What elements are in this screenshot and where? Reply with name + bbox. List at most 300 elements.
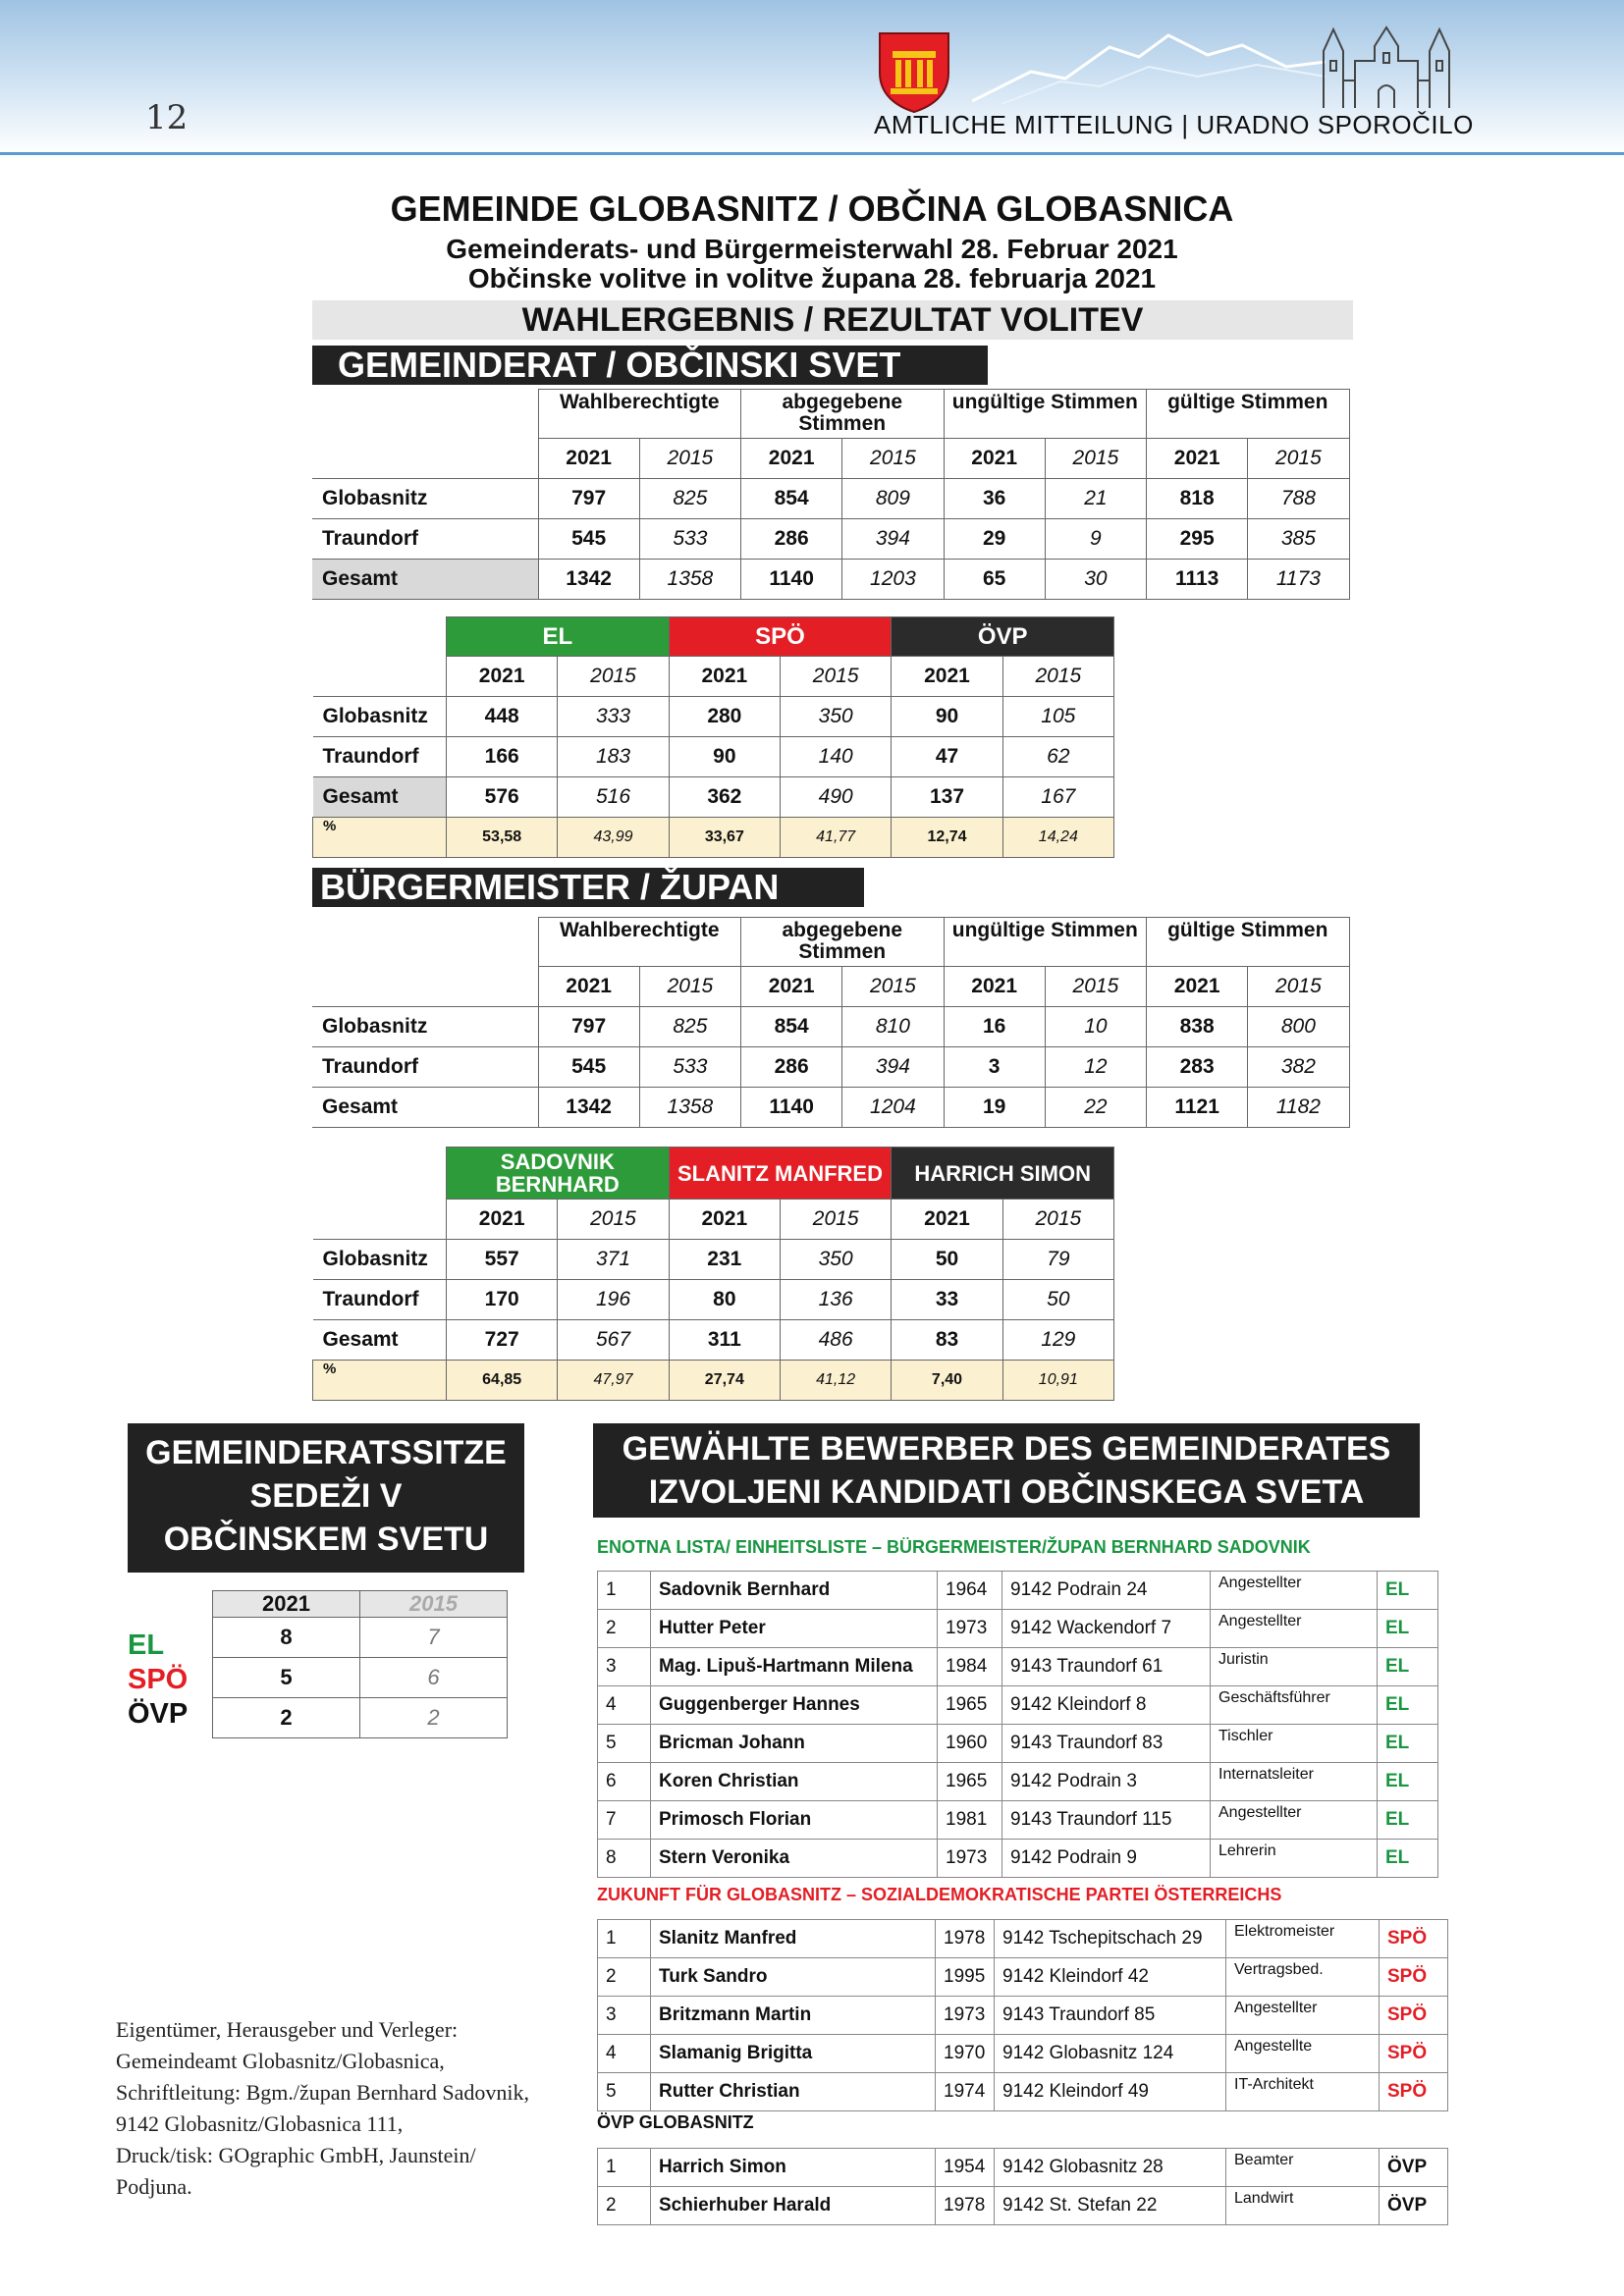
table-cell: 41,77 <box>781 818 892 858</box>
table-cell: 1973 <box>938 1840 1002 1878</box>
corner-cell <box>313 1148 447 1200</box>
table-cell: 80 <box>669 1280 780 1320</box>
imprint-line: Eigentümer, Herausgeber und Verleger: <box>116 2017 459 2042</box>
table-cell: 167 <box>1002 777 1113 818</box>
table-cell: Stern Veronika <box>651 1840 938 1878</box>
table-cell: 10,91 <box>1002 1361 1113 1401</box>
table-cell: 9142 Podrain 24 <box>1002 1572 1211 1610</box>
table-cell: 490 <box>781 777 892 818</box>
table-cell: 533 <box>639 519 740 560</box>
gemeinderat-party-table <box>312 616 1114 858</box>
table-cell: 1970 <box>936 2035 995 2073</box>
year-header: 2015 <box>781 657 892 697</box>
table-cell: 333 <box>558 697 669 737</box>
table-cell: Turk Sandro <box>651 1958 936 1997</box>
party-header-el: EL <box>447 617 670 657</box>
table-cell: 1995 <box>936 1958 995 1997</box>
table-cell: Harrich Simon <box>651 2149 936 2187</box>
table-cell: 448 <box>447 697 558 737</box>
publication-title: AMTLICHE MITTEILUNG | URADNO SPOROČILO <box>874 110 1474 139</box>
table-cell: 1182 <box>1248 1088 1349 1128</box>
table-cell: 2 <box>213 1698 360 1738</box>
table-cell: 283 <box>1147 1047 1248 1088</box>
col-group-header: Wahlberechtigte <box>538 918 741 967</box>
table-cell: SPÖ <box>1380 1920 1448 1958</box>
table-cell: 1358 <box>639 1088 740 1128</box>
table-cell: 4 <box>598 1686 651 1725</box>
castle-illustration <box>1316 22 1463 110</box>
page-title: GEMEINDE GLOBASNITZ / OBČINA GLOBASNICA <box>390 188 1234 229</box>
seats-party-label: EL <box>128 1629 165 1661</box>
table-cell: 9 <box>1045 519 1146 560</box>
table-cell: Lehrerin <box>1211 1840 1378 1878</box>
table-cell: EL <box>1378 1686 1438 1725</box>
table-cell: 183 <box>558 737 669 777</box>
seats-heading-line: GEMEINDERATSSITZE <box>145 1434 507 1471</box>
table-cell: 9142 St. Stefan 22 <box>995 2187 1226 2225</box>
table-cell: 9142 Wackendorf 7 <box>1002 1610 1211 1648</box>
table-cell: Angestellter <box>1211 1572 1378 1610</box>
table-cell: 371 <box>558 1240 669 1280</box>
table-row <box>598 1610 1438 1648</box>
list-title-ovp: ÖVP GLOBASNITZ <box>597 2112 754 2132</box>
table-cell: Vertragsbed. <box>1226 1958 1380 1997</box>
col-group-header: gültige Stimmen <box>1147 390 1350 439</box>
list-title-el: ENOTNA LISTA/ EINHEITSLISTE – BÜRGERMEISTER/ŽUPAN BERNHARD SADOVNIK <box>597 1537 1311 1557</box>
table-cell: 1 <box>598 1572 651 1610</box>
year-header: 2015 <box>842 439 944 479</box>
table-cell: 90 <box>669 737 780 777</box>
row-label: Globasnitz <box>313 697 447 737</box>
table-cell: 14,24 <box>1002 818 1113 858</box>
table-cell: 53,58 <box>447 818 558 858</box>
table-cell: 394 <box>842 1047 944 1088</box>
table-cell: 1358 <box>639 560 740 600</box>
year-header: 2021 <box>944 967 1045 1007</box>
table-cell: 7,40 <box>892 1361 1002 1401</box>
table-cell: 818 <box>1147 479 1248 519</box>
row-label: % <box>313 818 447 858</box>
row-label: % <box>313 1361 447 1401</box>
table-cell: 1121 <box>1147 1088 1248 1128</box>
year-header: 2021 <box>892 657 1002 697</box>
table-cell: 64,85 <box>447 1361 558 1401</box>
table-cell: Angestellte <box>1226 2035 1380 2073</box>
table-cell: 9142 Tschepitschach 29 <box>995 1920 1226 1958</box>
table-cell: 16 <box>944 1007 1045 1047</box>
table-cell: SPÖ <box>1380 1958 1448 1997</box>
table-cell: 1978 <box>936 2187 995 2225</box>
elected-heading-line: GEWÄHLTE BEWERBER DES GEMEINDERATES <box>622 1430 1391 1468</box>
table-cell: 27,74 <box>669 1361 780 1401</box>
elected-table-el <box>597 1571 1438 1878</box>
candidate-header-harrich: HARRICH SIMON <box>892 1148 1114 1200</box>
table-cell: 12 <box>1045 1047 1146 1088</box>
table-cell: Angestellter <box>1211 1801 1378 1840</box>
table-cell: 797 <box>538 1007 639 1047</box>
corner-cell <box>313 657 447 697</box>
table-cell: 137 <box>892 777 1002 818</box>
subtitle-sl: Občinske volitve in volitve župana 28. februarja 2021 <box>467 263 1157 294</box>
table-cell: 136 <box>780 1280 891 1320</box>
table-cell: 22 <box>1045 1088 1146 1128</box>
header-divider <box>0 152 1624 155</box>
imprint-line: Podjuna. <box>116 2174 192 2199</box>
table-cell: 1342 <box>538 1088 639 1128</box>
table-cell: 1981 <box>938 1801 1002 1840</box>
row-label: Gesamt <box>312 560 538 600</box>
table-cell: Landwirt <box>1226 2187 1380 2225</box>
year-header: 2015 <box>780 1200 891 1240</box>
corner-cell <box>312 390 538 439</box>
table-cell: 196 <box>558 1280 669 1320</box>
table-cell: 1974 <box>936 2073 995 2111</box>
table-cell: Juristin <box>1211 1648 1378 1686</box>
table-cell: 12,74 <box>892 818 1002 858</box>
table-cell: 311 <box>669 1320 780 1361</box>
table-cell: 2 <box>598 1958 651 1997</box>
table-cell: 50 <box>892 1240 1002 1280</box>
imprint <box>116 2014 577 2203</box>
year-header: 2021 <box>538 439 639 479</box>
elected-heading <box>593 1423 1420 1518</box>
year-header: 2015 <box>1002 1200 1113 1240</box>
table-cell: 533 <box>639 1047 740 1088</box>
table-row <box>598 1840 1438 1878</box>
table-cell: 4 <box>598 2035 651 2073</box>
table-cell: 286 <box>741 519 842 560</box>
table-row <box>313 777 1114 818</box>
table-cell: 1960 <box>938 1725 1002 1763</box>
table-cell: 1965 <box>938 1763 1002 1801</box>
list-title-spo: ZUKUNFT FÜR GLOBASNITZ – SOZIALDEMOKRATISCHE PARTEI ÖSTERREICHS <box>597 1885 1282 1904</box>
table-cell: 6 <box>360 1658 508 1698</box>
table-cell: 129 <box>1002 1320 1113 1361</box>
mountain-illustration <box>972 18 1326 106</box>
table-cell: EL <box>1378 1610 1438 1648</box>
table-row <box>598 1997 1448 2035</box>
candidate-header-slanitz: SLANITZ MANFRED <box>669 1148 892 1200</box>
table-cell: 9142 Kleindorf 8 <box>1002 1686 1211 1725</box>
year-header: 2021 <box>669 657 780 697</box>
table-row <box>313 1320 1114 1361</box>
table-cell: 9142 Podrain 9 <box>1002 1840 1211 1878</box>
table-cell: 1 <box>598 2149 651 2187</box>
candidate-header-sadovnik: SADOVNIK BERNHARD <box>447 1148 670 1200</box>
table-cell: 362 <box>669 777 780 818</box>
table-cell: Elektromeister <box>1226 1920 1380 1958</box>
table-cell: 1973 <box>938 1610 1002 1648</box>
table-cell: 350 <box>781 697 892 737</box>
table-cell: 21 <box>1045 479 1146 519</box>
table-cell: 36 <box>944 479 1045 519</box>
table-cell: Beamter <box>1226 2149 1380 2187</box>
table-cell: 394 <box>842 519 944 560</box>
table-row <box>598 1725 1438 1763</box>
seats-heading-line: OBČINSKEM SVETU <box>163 1521 489 1558</box>
seats-heading-line: SEDEŽI V <box>249 1477 403 1515</box>
table-cell: 557 <box>447 1240 558 1280</box>
table-row <box>598 2073 1448 2111</box>
year-header: 2021 <box>1147 439 1248 479</box>
row-label: Traundorf <box>313 1280 447 1320</box>
table-cell: 1984 <box>938 1648 1002 1686</box>
table-cell: 7 <box>598 1801 651 1840</box>
row-label: Traundorf <box>312 519 538 560</box>
table-cell: 9142 Kleindorf 49 <box>995 2073 1226 2111</box>
table-cell: 33 <box>892 1280 1002 1320</box>
table-cell: 1964 <box>938 1572 1002 1610</box>
table-cell: 1978 <box>936 1920 995 1958</box>
table-cell: 2 <box>360 1698 508 1738</box>
table-cell: 19 <box>944 1088 1045 1128</box>
row-label: Gesamt <box>313 1320 447 1361</box>
year-header: 2021 <box>1147 967 1248 1007</box>
table-cell: 1204 <box>842 1088 944 1128</box>
table-cell: Primosch Florian <box>651 1801 938 1840</box>
table-cell: 140 <box>781 737 892 777</box>
table-cell: Guggenberger Hannes <box>651 1686 938 1725</box>
table-row <box>598 2035 1448 2073</box>
party-header-ovp: ÖVP <box>892 617 1114 657</box>
table-cell: 9143 Traundorf 83 <box>1002 1725 1211 1763</box>
year-header: 2015 <box>1045 967 1146 1007</box>
table-cell: Slamanig Brigitta <box>651 2035 936 2073</box>
imprint-line: Schriftleitung: Bgm./župan Bernhard Sadovnik, <box>116 2080 529 2105</box>
table-cell: 1140 <box>741 560 842 600</box>
year-header: 2021 <box>213 1591 360 1618</box>
table-cell: 576 <box>447 777 558 818</box>
year-header: 2021 <box>538 967 639 1007</box>
corner-cell <box>313 617 447 657</box>
table-cell: Hutter Peter <box>651 1610 938 1648</box>
table-cell: 41,12 <box>780 1361 891 1401</box>
table-row <box>312 1047 1349 1088</box>
year-header: 2015 <box>360 1591 508 1618</box>
table-cell: 5 <box>213 1658 360 1698</box>
year-header: 2015 <box>639 967 740 1007</box>
table-cell: 727 <box>447 1320 558 1361</box>
table-row <box>313 697 1114 737</box>
table-cell: 9142 Globasnitz 28 <box>995 2149 1226 2187</box>
row-label: Traundorf <box>312 1047 538 1088</box>
table-row <box>598 1648 1438 1686</box>
table-cell: 9143 Traundorf 61 <box>1002 1648 1211 1686</box>
year-header: 2021 <box>892 1200 1002 1240</box>
table-cell: 1954 <box>936 2149 995 2187</box>
seats-table <box>212 1590 508 1738</box>
table-row <box>313 1280 1114 1320</box>
table-cell: 286 <box>741 1047 842 1088</box>
table-row <box>312 479 1349 519</box>
table-cell: 47,97 <box>558 1361 669 1401</box>
table-cell: 5 <box>598 1725 651 1763</box>
table-cell: 50 <box>1002 1280 1113 1320</box>
table-row <box>598 2149 1448 2187</box>
table-row <box>598 1763 1438 1801</box>
table-cell: EL <box>1378 1572 1438 1610</box>
table-row <box>598 1958 1448 1997</box>
table-cell: 9143 Traundorf 115 <box>1002 1801 1211 1840</box>
table-cell: 797 <box>538 479 639 519</box>
table-cell: Angestellter <box>1226 1997 1380 2035</box>
table-cell: 62 <box>1002 737 1113 777</box>
table-cell: 486 <box>780 1320 891 1361</box>
table-cell: 295 <box>1147 519 1248 560</box>
table-cell: Internatsleiter <box>1211 1763 1378 1801</box>
table-cell: 1342 <box>538 560 639 600</box>
table-cell: IT-Architekt <box>1226 2073 1380 2111</box>
table-row <box>598 1801 1438 1840</box>
table-row <box>312 519 1349 560</box>
table-cell: EL <box>1378 1763 1438 1801</box>
subtitle-de: Gemeinderats- und Bürgermeisterwahl 28. Februar 2021 <box>446 234 1178 264</box>
percent-row <box>313 818 1114 858</box>
page-number: 12 <box>145 98 189 137</box>
table-row <box>598 1572 1438 1610</box>
table-cell: 838 <box>1147 1007 1248 1047</box>
table-cell: 10 <box>1045 1007 1146 1047</box>
table-cell: 7 <box>360 1618 508 1658</box>
table-cell: 65 <box>944 560 1045 600</box>
table-cell: 5 <box>598 2073 651 2111</box>
table-cell: 516 <box>558 777 669 818</box>
table-cell: 1173 <box>1248 560 1349 600</box>
table-cell: 9142 Kleindorf 42 <box>995 1958 1226 1997</box>
table-cell: 1113 <box>1147 560 1248 600</box>
table-cell: Geschäftsführer <box>1211 1686 1378 1725</box>
row-label: Traundorf <box>313 737 447 777</box>
table-cell: SPÖ <box>1380 1997 1448 2035</box>
table-cell: 545 <box>538 519 639 560</box>
table-row <box>312 560 1349 600</box>
col-group-header: abgegebene Stimmen <box>741 390 945 439</box>
table-cell: EL <box>1378 1725 1438 1763</box>
imprint-line: 9142 Globasnitz/Globasnica 111, <box>116 2111 404 2136</box>
table-cell: Bricman Johann <box>651 1725 938 1763</box>
col-group-header: ungültige Stimmen <box>944 918 1147 967</box>
col-group-header: gültige Stimmen <box>1147 918 1350 967</box>
table-cell: 1 <box>598 1920 651 1958</box>
table-cell: 8 <box>598 1840 651 1878</box>
row-label: Gesamt <box>313 777 447 818</box>
buergermeister-overview-table <box>312 917 1350 1128</box>
row-label: Globasnitz <box>312 1007 538 1047</box>
year-header: 2021 <box>447 1200 558 1240</box>
corner-cell <box>312 918 538 967</box>
table-cell: 1965 <box>938 1686 1002 1725</box>
table-cell: 3 <box>944 1047 1045 1088</box>
imprint-line: Gemeindeamt Globasnitz/Globasnica, <box>116 2049 445 2073</box>
year-header: 2015 <box>558 657 669 697</box>
table-cell: 2 <box>598 2187 651 2225</box>
table-cell: 854 <box>741 1007 842 1047</box>
year-header: 2021 <box>447 657 558 697</box>
year-header: 2021 <box>944 439 1045 479</box>
table-cell: Mag. Lipuš-Hartmann Milena <box>651 1648 938 1686</box>
table-cell: EL <box>1378 1840 1438 1878</box>
gemeinderat-heading: GEMEINDERAT / OBČINSKI SVET <box>312 346 988 385</box>
seats-party-label: ÖVP <box>128 1698 189 1730</box>
table-cell: Koren Christian <box>651 1763 938 1801</box>
seats-heading <box>128 1423 524 1573</box>
year-header: 2015 <box>1002 657 1113 697</box>
table-cell: 1973 <box>936 1997 995 2035</box>
col-group-header: ungültige Stimmen <box>944 390 1147 439</box>
table-row <box>598 2187 1448 2225</box>
year-header: 2015 <box>842 967 944 1007</box>
table-cell: EL <box>1378 1648 1438 1686</box>
elected-table-spo <box>597 1919 1448 2111</box>
table-cell: 9143 Traundorf 85 <box>995 1997 1226 2035</box>
year-header: 2015 <box>1045 439 1146 479</box>
table-cell: 825 <box>639 1007 740 1047</box>
table-cell: 79 <box>1002 1240 1113 1280</box>
table-cell: SPÖ <box>1380 2073 1448 2111</box>
row-label: Globasnitz <box>313 1240 447 1280</box>
table-cell: 83 <box>892 1320 1002 1361</box>
table-cell: Britzmann Martin <box>651 1997 936 2035</box>
corner-cell <box>313 1200 447 1240</box>
table-cell: Angestellter <box>1211 1610 1378 1648</box>
table-cell: Sadovnik Bernhard <box>651 1572 938 1610</box>
result-banner: WAHLERGEBNIS / REZULTAT VOLITEV <box>312 300 1353 340</box>
row-label: Globasnitz <box>312 479 538 519</box>
table-row <box>598 1686 1438 1725</box>
table-cell: 350 <box>780 1240 891 1280</box>
gemeinderat-overview-table <box>312 389 1350 600</box>
table-cell: Slanitz Manfred <box>651 1920 936 1958</box>
municipal-crest-icon <box>876 29 952 114</box>
table-cell: 8 <box>213 1618 360 1658</box>
year-header: 2015 <box>558 1200 669 1240</box>
table-cell: 385 <box>1248 519 1349 560</box>
table-row <box>312 1088 1349 1128</box>
table-cell: 788 <box>1248 479 1349 519</box>
table-cell: 3 <box>598 1997 651 2035</box>
table-cell: 105 <box>1002 697 1113 737</box>
table-cell: 810 <box>842 1007 944 1047</box>
table-cell: 29 <box>944 519 1045 560</box>
table-cell: 825 <box>639 479 740 519</box>
table-cell: 854 <box>741 479 842 519</box>
table-cell: 809 <box>842 479 944 519</box>
table-cell: EL <box>1378 1801 1438 1840</box>
table-row <box>213 1658 508 1698</box>
party-header-spo: SPÖ <box>669 617 892 657</box>
table-cell: 90 <box>892 697 1002 737</box>
table-cell: Rutter Christian <box>651 2073 936 2111</box>
table-cell: Tischler <box>1211 1725 1378 1763</box>
table-cell: Schierhuber Harald <box>651 2187 936 2225</box>
table-cell: 1140 <box>741 1088 842 1128</box>
table-cell: 3 <box>598 1648 651 1686</box>
seats-party-label: SPÖ <box>128 1664 189 1695</box>
row-label: Gesamt <box>312 1088 538 1128</box>
col-group-header: abgegebene Stimmen <box>741 918 945 967</box>
table-row <box>313 1240 1114 1280</box>
table-cell: 9142 Globasnitz 124 <box>995 2035 1226 2073</box>
table-cell: 2 <box>598 1610 651 1648</box>
year-header: 2021 <box>741 439 842 479</box>
table-cell: 30 <box>1045 560 1146 600</box>
imprint-line: Druck/tisk: GOgraphic GmbH, Jaunstein/ <box>116 2143 476 2167</box>
year-header: 2015 <box>1248 967 1349 1007</box>
table-cell: ÖVP <box>1380 2187 1448 2225</box>
table-row <box>312 1007 1349 1047</box>
table-cell: 545 <box>538 1047 639 1088</box>
table-cell: 567 <box>558 1320 669 1361</box>
